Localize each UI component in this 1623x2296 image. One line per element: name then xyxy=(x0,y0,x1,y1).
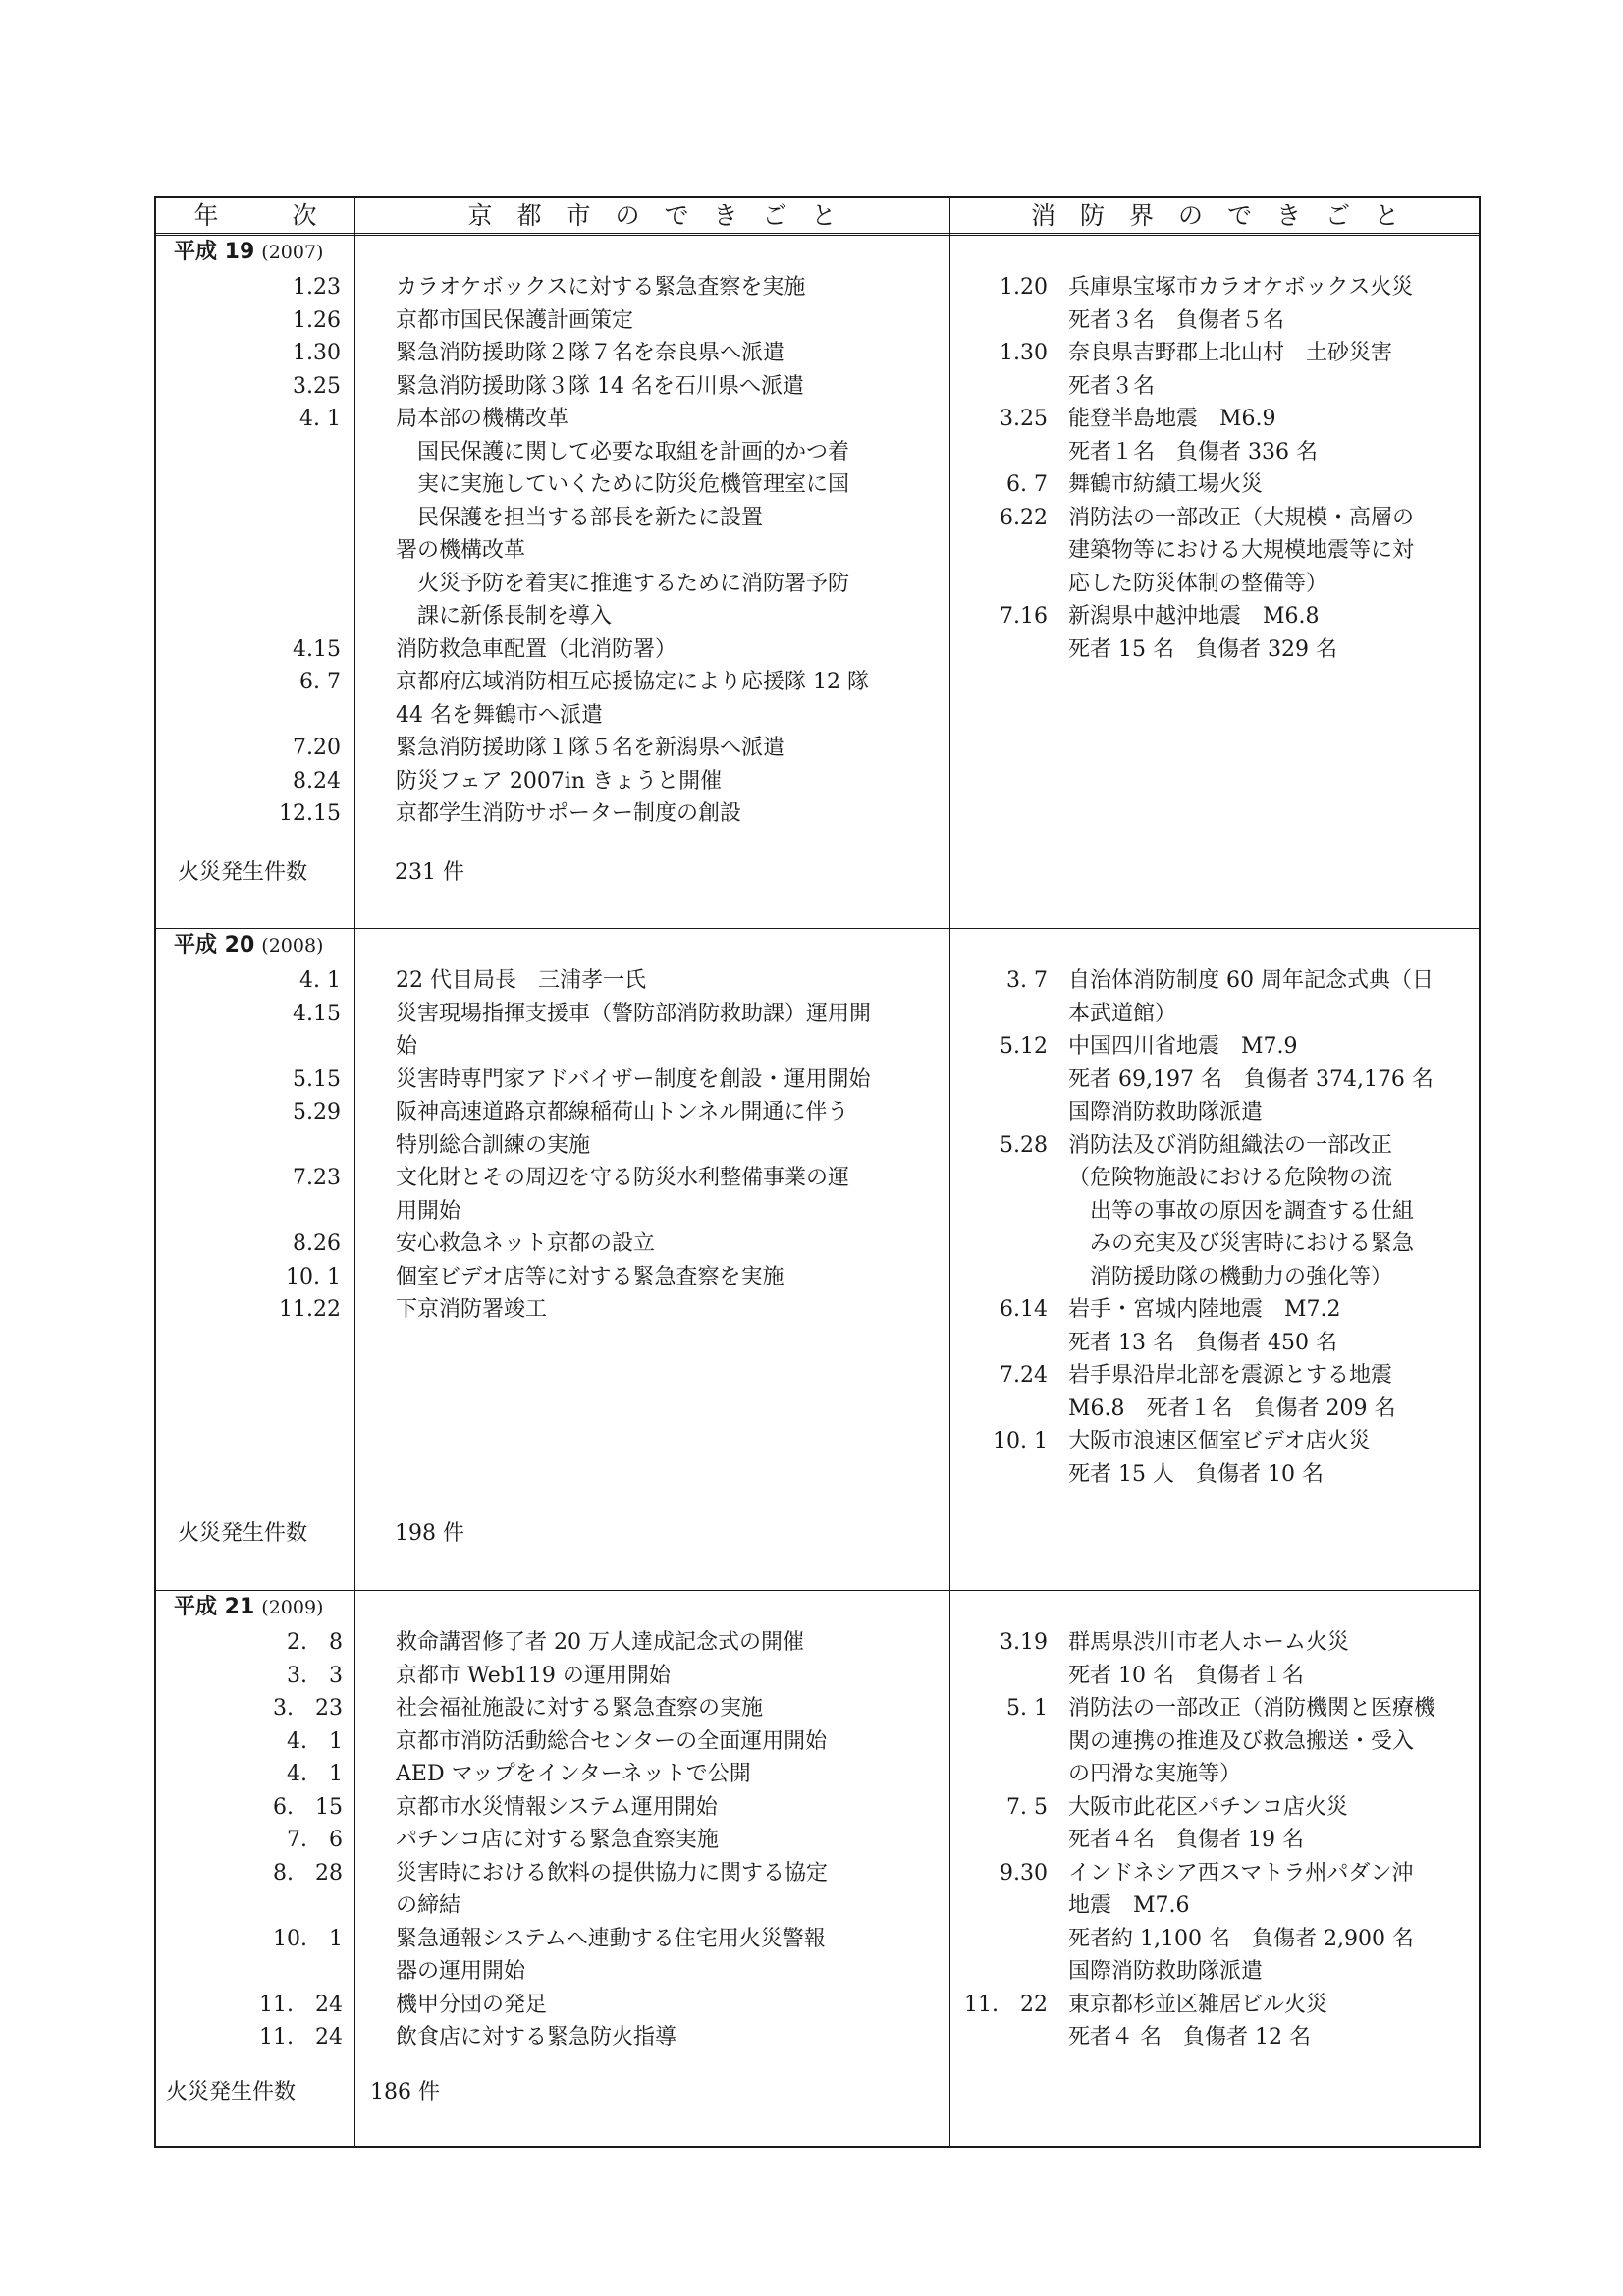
event-date: 10. 1 xyxy=(286,1264,341,1289)
event-text: 国際消防救助隊派遣 xyxy=(1068,1100,1264,1124)
event-date: 7.16 xyxy=(1000,604,1048,629)
event-row xyxy=(156,765,947,798)
event-text: 消防援助隊の機動力の強化等） xyxy=(1068,1264,1393,1289)
event-text: 死者１名 負傷者 336 名 xyxy=(1068,439,1318,465)
event-text: 東京都杉並区雑居ビル火災 xyxy=(1068,1992,1328,2017)
event-text: 自治体消防制度 60 周年記念式典（日 xyxy=(1068,968,1434,993)
event-date: 6.22 xyxy=(1000,505,1048,530)
event-date: 7.23 xyxy=(293,1166,341,1190)
event-row xyxy=(156,304,947,338)
event-row xyxy=(949,1725,1481,1759)
event-row xyxy=(156,633,947,667)
event-row xyxy=(949,1692,1481,1725)
event-text: 消防法及び消防組織法の一部改正 xyxy=(1068,1132,1393,1158)
event-row xyxy=(156,1293,947,1327)
event-text: 舞鶴市紡績工場火災 xyxy=(1068,472,1264,497)
year-era: 平成 19 xyxy=(174,240,255,264)
event-date: 11. 22 xyxy=(964,1992,1048,2017)
event-date: 10. 1 xyxy=(273,1926,343,1951)
event-text: 死者 13 名 負傷者 450 名 xyxy=(1068,1330,1337,1355)
event-date: 3.25 xyxy=(293,373,341,399)
event-row xyxy=(949,468,1481,502)
event-date: 11. 24 xyxy=(259,2025,343,2050)
event-date: 11. 24 xyxy=(259,1992,343,2017)
event-text: パチンコ店に対する緊急査察実施 xyxy=(396,1828,719,1852)
fire-count-label: 火災発生件数 xyxy=(178,1521,308,1546)
event-row xyxy=(156,666,947,699)
national-events xyxy=(949,271,1481,666)
event-date: 11.22 xyxy=(279,1297,341,1322)
fire-count-label: 火災発生件数 xyxy=(166,2080,297,2105)
event-row xyxy=(949,2021,1481,2054)
event-row xyxy=(949,1425,1481,1458)
event-row xyxy=(156,502,947,535)
event-row xyxy=(949,534,1481,568)
event-row xyxy=(156,1261,947,1294)
event-row xyxy=(156,1923,947,1956)
fire-count-value: 231 件 xyxy=(395,860,464,885)
event-text: （危険物施設における危険物の流 xyxy=(1068,1166,1393,1190)
event-text: 京都学生消防サポーター制度の創設 xyxy=(396,801,742,826)
event-date: 5. 1 xyxy=(1006,1696,1048,1721)
event-row xyxy=(156,1129,947,1163)
event-text: 消防法の一部改正（大規模・高層の xyxy=(1068,505,1415,530)
event-date: 4. 1 xyxy=(299,968,341,993)
event-date: 4. 1 xyxy=(299,407,341,431)
event-text: 国民保護に関して必要な取組を計画的かつ着 xyxy=(396,439,850,465)
event-row xyxy=(156,1660,947,1693)
event-row xyxy=(949,998,1481,1031)
event-row xyxy=(156,1228,947,1261)
event-date: 1.30 xyxy=(1000,341,1048,365)
event-text: 大阪市浪速区個室ビデオ店火災 xyxy=(1068,1429,1371,1453)
event-text: 本武道館） xyxy=(1068,1001,1177,1026)
event-row xyxy=(156,468,947,502)
event-date: 6. 15 xyxy=(273,1794,343,1820)
event-row xyxy=(949,600,1481,633)
event-date: 5.28 xyxy=(1000,1132,1048,1158)
event-row xyxy=(156,1064,947,1097)
event-text: 死者 10 名 負傷者１名 xyxy=(1068,1663,1304,1688)
event-text: 飲食店に対する緊急防火指導 xyxy=(396,2025,677,2050)
event-date: 3.25 xyxy=(1000,407,1048,431)
event-row xyxy=(156,568,947,601)
event-text: 岩手・宮城内陸地震 M7.2 xyxy=(1068,1297,1341,1322)
event-text: 死者 69,197 名 負傷者 374,176 名 xyxy=(1068,1066,1434,1092)
event-row xyxy=(949,1989,1481,2022)
event-row xyxy=(949,1824,1481,1857)
event-row xyxy=(156,1030,947,1064)
year-era: 平成 21 xyxy=(174,1595,255,1619)
event-text: 死者約 1,100 名 負傷者 2,900 名 xyxy=(1068,1926,1414,1951)
event-row xyxy=(156,337,947,370)
event-row xyxy=(156,1195,947,1229)
event-text: 兵庫県宝塚市カラオケボックス火災 xyxy=(1068,275,1414,300)
event-text: 消防救急車配置（北消防署） xyxy=(396,636,677,662)
national-events xyxy=(949,1626,1481,2054)
event-text: 緊急消防援助隊１隊５名を新潟県へ派遣 xyxy=(396,736,785,760)
event-text: 京都市水災情報システム運用開始 xyxy=(396,1794,718,1820)
event-text: 器の運用開始 xyxy=(396,1959,526,1984)
chronology-table xyxy=(154,196,1481,2148)
event-text: 救命講習修了者 20 万人達成記念式の開催 xyxy=(396,1630,804,1655)
event-row xyxy=(949,1162,1481,1195)
event-row xyxy=(156,1725,947,1759)
event-date: 3.19 xyxy=(1000,1630,1048,1655)
event-row xyxy=(156,1096,947,1129)
event-date: 8.26 xyxy=(293,1231,341,1256)
event-date: 5.29 xyxy=(293,1100,341,1124)
event-text: カラオケボックスに対する緊急査察を実施 xyxy=(396,275,806,300)
event-date: 6.14 xyxy=(1000,1297,1048,1322)
event-text: 局本部の機構改革 xyxy=(396,407,569,431)
event-date: 10. 1 xyxy=(993,1429,1048,1453)
event-date: 7. 6 xyxy=(287,1828,343,1852)
event-row xyxy=(949,1955,1481,1989)
event-row xyxy=(156,1162,947,1195)
event-text: 岩手県沿岸北部を震源とする地震 xyxy=(1068,1363,1393,1388)
fire-count-value: 186 件 xyxy=(370,2080,440,2105)
event-row xyxy=(949,370,1481,404)
event-text: 社会福祉施設に対する緊急査察の実施 xyxy=(396,1696,764,1721)
year-era: 平成 20 xyxy=(174,933,255,957)
event-text: 死者３名 負傷者５名 xyxy=(1068,307,1285,333)
event-row xyxy=(949,1327,1481,1360)
event-row xyxy=(949,304,1481,338)
event-row xyxy=(949,337,1481,370)
event-row xyxy=(949,633,1481,667)
event-row xyxy=(949,1359,1481,1393)
section-separator xyxy=(156,1590,1479,1591)
year-gregorian: (2008) xyxy=(261,935,324,957)
event-date: 1.26 xyxy=(293,307,341,333)
event-row xyxy=(156,1955,947,1989)
year-heading xyxy=(174,1593,323,1622)
event-text: M6.8 死者１名 負傷者 209 名 xyxy=(1068,1395,1396,1421)
event-text: 文化財とその周辺を守る防災水利整備事業の運 xyxy=(396,1166,850,1190)
event-row xyxy=(156,436,947,469)
event-date: 3. 7 xyxy=(1006,968,1048,993)
event-row xyxy=(949,271,1481,304)
event-row xyxy=(949,1458,1481,1492)
event-text: 京都市国民保護計画策定 xyxy=(396,307,634,333)
event-row xyxy=(949,1393,1481,1426)
event-text: 緊急消防援助隊２隊７名を奈良県へ派遣 xyxy=(396,341,785,365)
event-text: AED マップをインターネットで公開 xyxy=(396,1762,751,1786)
event-text: みの充実及び災害時における緊急 xyxy=(1068,1231,1415,1256)
event-row xyxy=(949,568,1481,601)
event-text: 安心救急ネット京都の設立 xyxy=(396,1231,656,1256)
event-text: 消防法の一部改正（消防機関と医療機 xyxy=(1068,1696,1436,1721)
event-text: 建築物等における大規模地震等に対 xyxy=(1068,538,1415,563)
event-row xyxy=(949,1857,1481,1890)
event-date: 7. 5 xyxy=(1006,1794,1048,1820)
national-events xyxy=(949,964,1481,1491)
event-text: 下京消防署竣工 xyxy=(396,1297,548,1322)
event-date: 5.12 xyxy=(1000,1034,1048,1059)
event-row xyxy=(949,1195,1481,1229)
event-row xyxy=(156,1758,947,1791)
event-row xyxy=(949,1030,1481,1064)
event-row xyxy=(156,1857,947,1890)
event-text: 22 代目局長 三浦孝一氏 xyxy=(396,968,646,993)
event-date: 4. 1 xyxy=(287,1762,343,1786)
event-date: 6. 7 xyxy=(299,670,341,694)
event-text: 機甲分団の発足 xyxy=(396,1992,548,2017)
event-text: 用開始 xyxy=(396,1198,461,1224)
event-text: 個室ビデオ店等に対する緊急査察を実施 xyxy=(396,1264,784,1289)
event-text: の円滑な実施等） xyxy=(1068,1762,1242,1786)
event-row xyxy=(949,1293,1481,1327)
event-text: 出等の事故の原因を調査する仕組 xyxy=(1068,1198,1415,1224)
event-text: 奈良県吉野郡上北山村 土砂災害 xyxy=(1068,341,1393,365)
event-text: 中国四川省地震 M7.9 xyxy=(1068,1034,1298,1059)
event-row xyxy=(949,403,1481,436)
event-text: 災害時における飲料の提供協力に関する協定 xyxy=(396,1860,829,1886)
event-text: 国際消防救助隊派遣 xyxy=(1068,1959,1264,1984)
event-row xyxy=(949,1889,1481,1923)
event-row xyxy=(949,1261,1481,1294)
event-row xyxy=(156,1824,947,1857)
event-text: 能登半島地震 M6.9 xyxy=(1068,407,1276,431)
event-row xyxy=(156,732,947,765)
event-row xyxy=(156,2021,947,2054)
event-row xyxy=(949,1791,1481,1825)
event-text: 死者４名 負傷者 19 名 xyxy=(1068,1828,1304,1852)
event-text: 京都市 Web119 の運用開始 xyxy=(396,1663,671,1688)
event-row xyxy=(156,1791,947,1825)
event-date: 4. 1 xyxy=(287,1728,343,1754)
event-text: 関の連携の推進及び救急搬送・受入 xyxy=(1068,1728,1415,1754)
event-row xyxy=(949,1758,1481,1791)
event-text: 京都市消防活動総合センターの全面運用開始 xyxy=(396,1728,828,1754)
event-date: 5.15 xyxy=(293,1066,341,1092)
event-text: 火災予防を着実に推進するために消防署予防 xyxy=(396,571,850,596)
event-row xyxy=(156,600,947,633)
event-row xyxy=(949,1626,1481,1660)
event-row xyxy=(156,964,947,998)
event-text: 死者 15 人 負傷者 10 名 xyxy=(1068,1461,1324,1487)
event-text: 特別総合訓練の実施 xyxy=(396,1132,591,1158)
event-text: 阪神高速道路京都線稲荷山トンネル開通に伴う xyxy=(396,1100,849,1124)
event-date: 3. 23 xyxy=(273,1696,343,1721)
event-date: 6. 7 xyxy=(1006,472,1048,497)
event-row xyxy=(156,1889,947,1923)
event-date: 1.20 xyxy=(1000,275,1048,300)
event-row xyxy=(949,1129,1481,1163)
event-row xyxy=(949,1096,1481,1129)
event-row xyxy=(949,1923,1481,1956)
event-row xyxy=(156,1626,947,1660)
event-date: 9.30 xyxy=(1000,1860,1048,1886)
event-text: 死者 15 名 負傷者 329 名 xyxy=(1068,636,1337,662)
event-row xyxy=(949,436,1481,469)
event-text: 応した防災体制の整備等） xyxy=(1068,571,1328,596)
event-row xyxy=(156,998,947,1031)
event-row xyxy=(949,1064,1481,1097)
event-text: 群馬県渋川市老人ホーム火災 xyxy=(1068,1630,1350,1655)
event-text: 京都府広域消防相互応援協定により応援隊 12 隊 xyxy=(396,670,869,694)
event-row xyxy=(949,502,1481,535)
event-text: 民保護を担当する部長を新たに設置 xyxy=(396,505,764,530)
event-row xyxy=(156,1989,947,2022)
event-text: インドネシア西スマトラ州パダン沖 xyxy=(1068,1860,1414,1886)
event-text: 緊急通報システムへ連動する住宅用火災警報 xyxy=(396,1926,826,1951)
event-row xyxy=(949,964,1481,998)
event-date: 4.15 xyxy=(293,636,341,662)
event-text: 防災フェア 2007in きょうと開催 xyxy=(396,768,723,793)
kyoto-events xyxy=(156,964,947,1327)
event-text: 新潟県中越沖地震 M6.8 xyxy=(1068,604,1320,629)
event-row xyxy=(156,534,947,568)
event-text: 死者３名 xyxy=(1068,373,1156,399)
year-gregorian: (2009) xyxy=(261,1597,324,1618)
section-separator xyxy=(156,928,1479,929)
event-row xyxy=(156,1692,947,1725)
event-row xyxy=(156,797,947,831)
event-row xyxy=(949,1228,1481,1261)
year-heading xyxy=(174,931,323,960)
event-row xyxy=(156,403,947,436)
event-date: 2. 8 xyxy=(287,1630,343,1655)
event-date: 8.24 xyxy=(293,768,341,793)
event-text: の締結 xyxy=(396,1893,461,1918)
event-text: 災害時専門家アドバイザー制度を創設・運用開始 xyxy=(396,1066,871,1092)
event-date: 1.30 xyxy=(293,341,341,365)
fire-count-label: 火災発生件数 xyxy=(178,860,308,885)
event-text: 災害現場指揮支援車（警防部消防救助課）運用開 xyxy=(396,1001,872,1026)
header-kyoto: 京 都 市 の で き ご と xyxy=(467,201,837,230)
table-header xyxy=(156,198,1479,236)
event-date: 7.20 xyxy=(293,736,341,760)
fire-count-value: 198 件 xyxy=(395,1521,464,1546)
header-national: 消 防 界 の で き ご と xyxy=(1030,201,1399,230)
event-row xyxy=(156,370,947,404)
event-date: 8. 28 xyxy=(273,1860,343,1886)
kyoto-events xyxy=(156,271,947,831)
event-date: 7.24 xyxy=(1000,1363,1048,1388)
event-text: 死者４ 名 負傷者 12 名 xyxy=(1068,2025,1311,2050)
event-text: 始 xyxy=(396,1034,418,1059)
event-text: 実に実施していくために防災危機管理室に国 xyxy=(396,472,850,497)
year-gregorian: (2007) xyxy=(261,242,324,263)
event-date: 4.15 xyxy=(293,1001,341,1026)
event-row xyxy=(156,699,947,733)
event-text: 課に新係長制を導入 xyxy=(396,604,613,629)
kyoto-events xyxy=(156,1626,947,2054)
event-text: 署の機構改革 xyxy=(396,538,526,563)
header-year: 年 次 xyxy=(193,201,317,230)
event-row xyxy=(949,1660,1481,1693)
event-text: 地震 M7.6 xyxy=(1068,1893,1190,1918)
event-date: 1.23 xyxy=(293,275,341,300)
event-text: 大阪市此花区パチンコ店火災 xyxy=(1068,1794,1348,1820)
event-text: 緊急消防援助隊３隊 14 名を石川県へ派遣 xyxy=(396,373,804,399)
event-row xyxy=(156,271,947,304)
event-text: 44 名を舞鶴市へ派遣 xyxy=(396,702,603,728)
year-heading xyxy=(174,238,323,267)
event-date: 3. 3 xyxy=(287,1663,343,1688)
event-date: 12.15 xyxy=(279,801,341,826)
